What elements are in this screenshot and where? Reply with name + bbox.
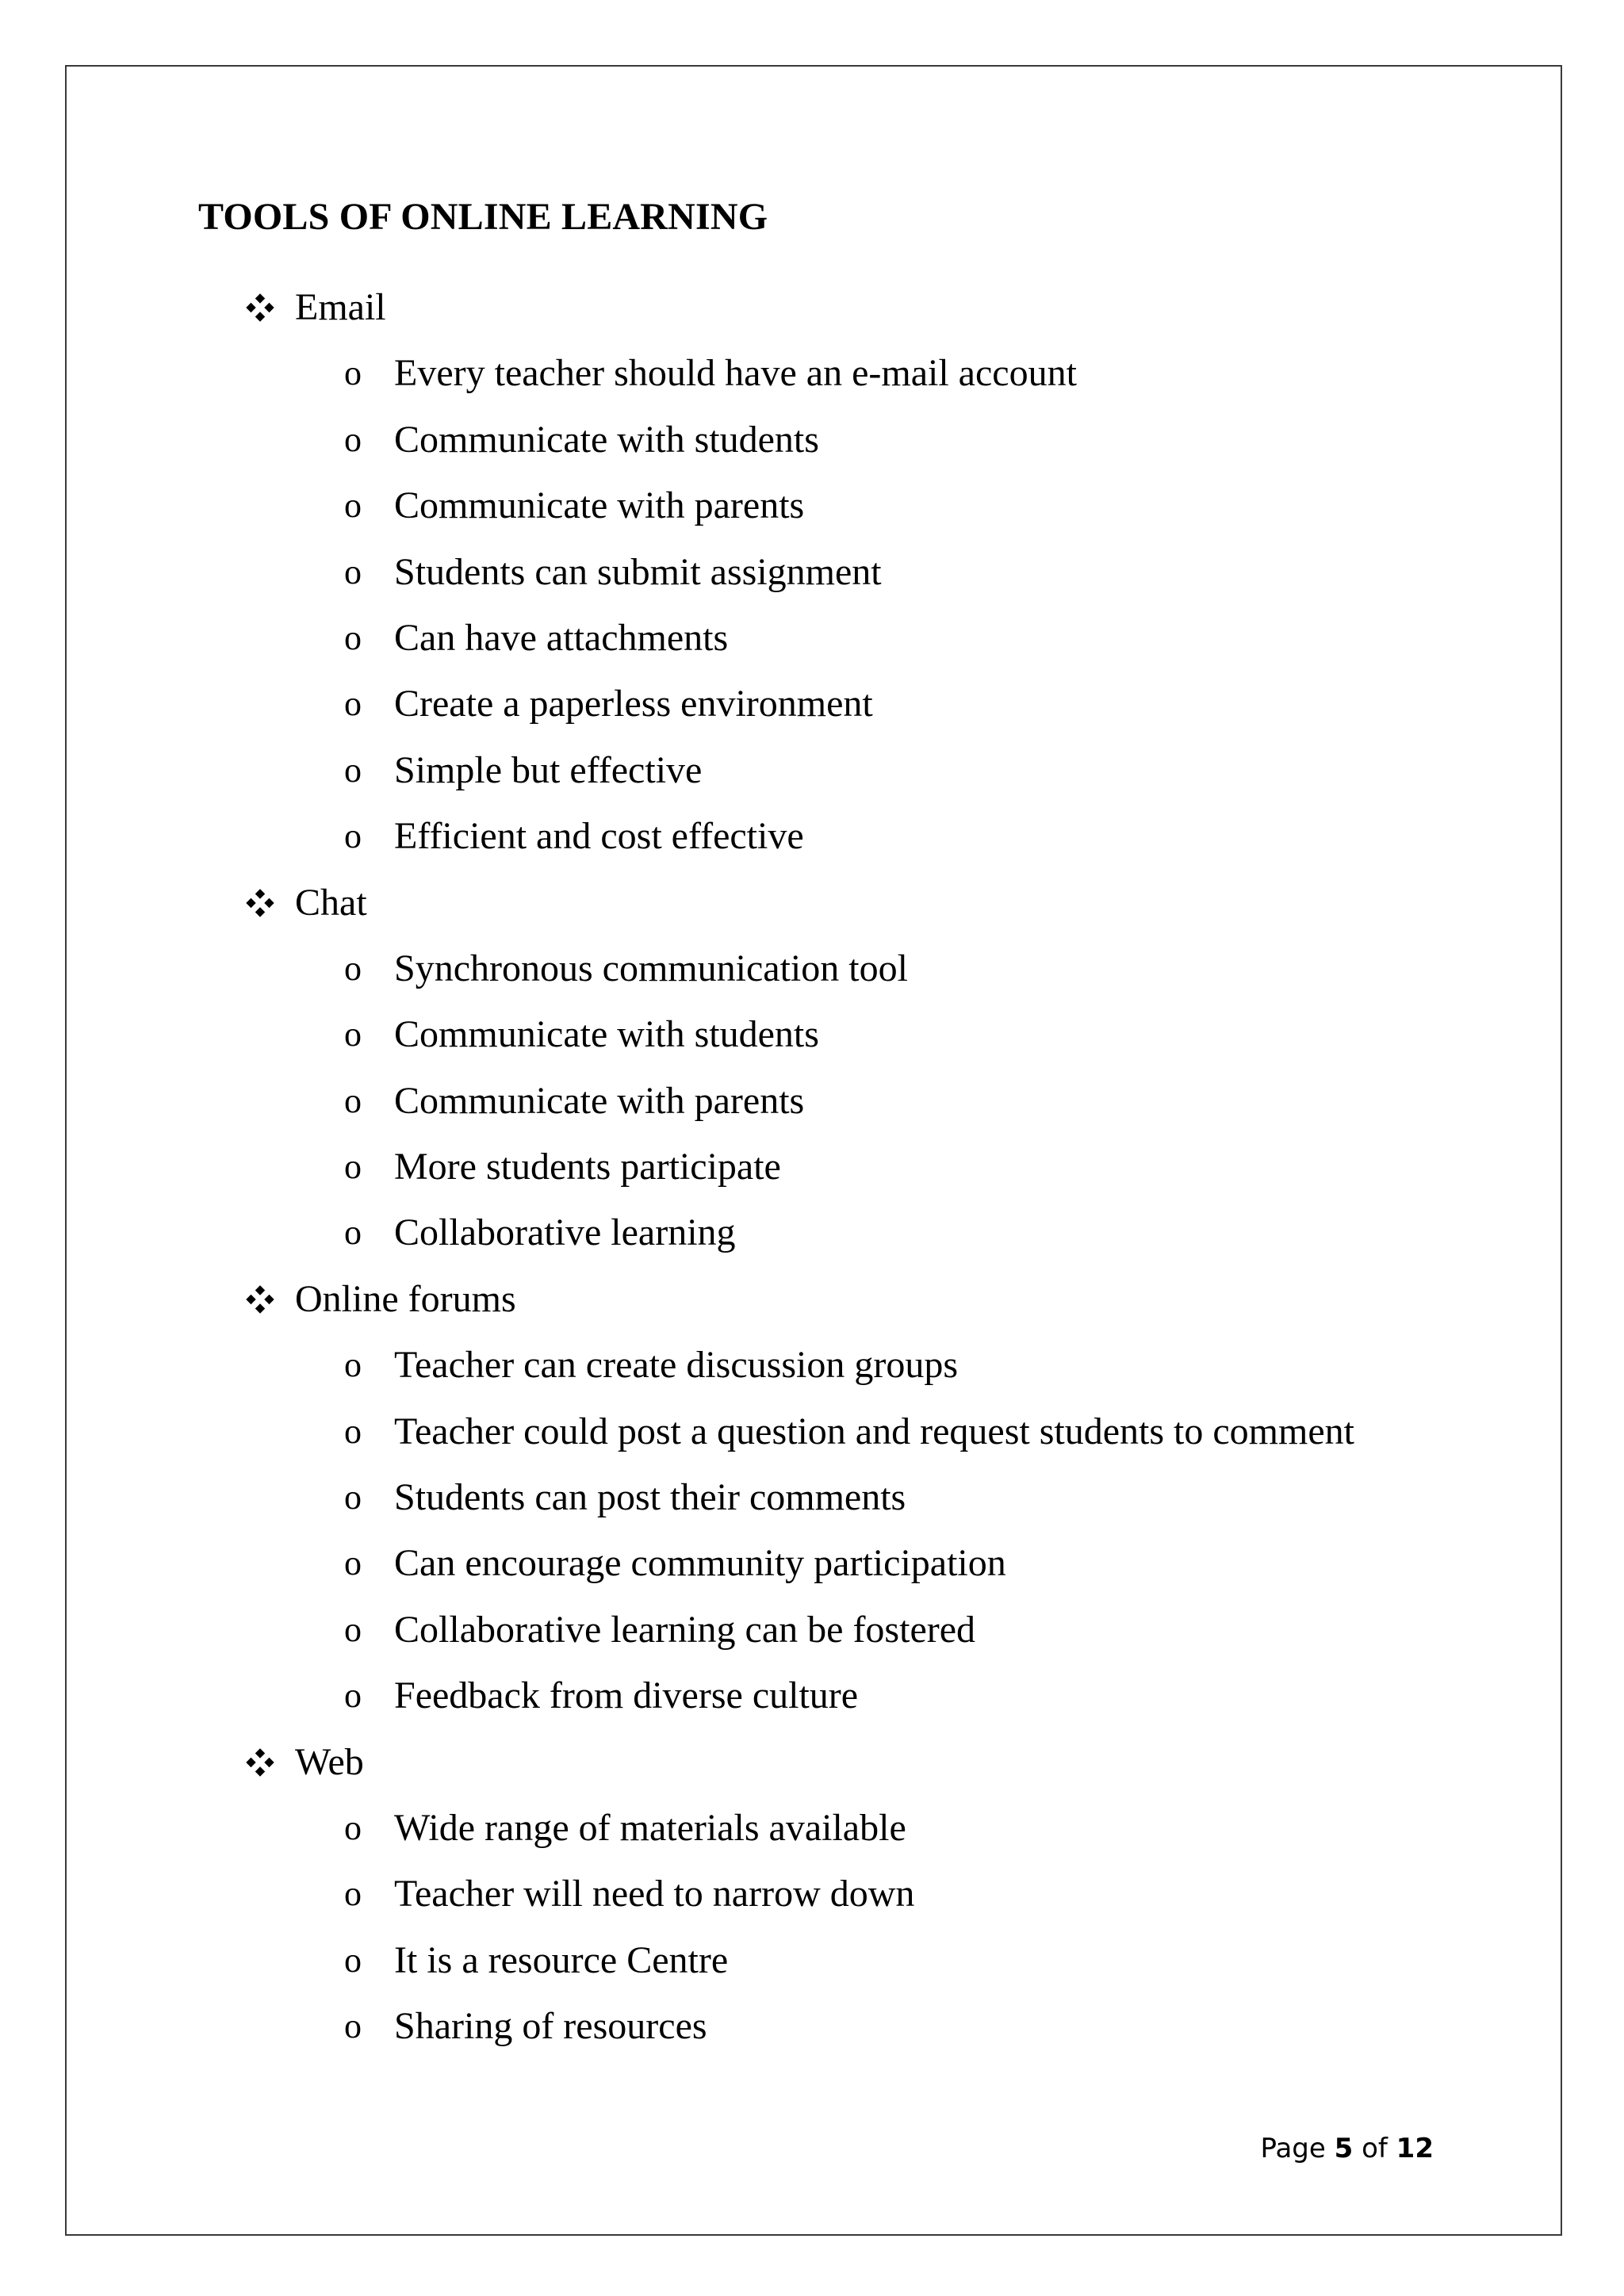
list-item	[0, 813, 1624, 878]
hollow-bullet-marker: o	[344, 948, 362, 988]
hollow-bullet-marker: o	[344, 1609, 362, 1649]
section-heading	[0, 1276, 1624, 1341]
list-item-text: Sharing of resources	[394, 2005, 707, 2048]
list-item	[0, 482, 1624, 548]
list-item-text: Synchronous communication tool	[394, 947, 908, 989]
hollow-bullet-marker: o	[344, 1411, 362, 1451]
hollow-bullet-marker: o	[344, 2007, 362, 2046]
footer-total-pages: 12	[1396, 2133, 1434, 2164]
bullet-list	[0, 1341, 1624, 1738]
hollow-bullet-marker: o	[344, 354, 362, 393]
footer-separator: of	[1362, 2133, 1388, 2164]
list-section	[0, 1276, 1624, 1739]
list-section	[0, 879, 1624, 1276]
hollow-bullet-marker: o	[344, 1147, 362, 1187]
hollow-bullet-marker: o	[344, 1874, 362, 1914]
list-item-text: It is a resource Centre	[394, 1938, 729, 1981]
hollow-bullet-marker: o	[344, 1940, 362, 1980]
four-diamond-bullet-icon	[246, 1748, 274, 1777]
section-label: Chat	[295, 881, 367, 924]
list-item-text: Wide range of materials available	[394, 1806, 906, 1849]
bullet-list	[0, 350, 1624, 878]
hollow-bullet-marker: o	[344, 750, 362, 790]
list-item-text: Communicate with parents	[394, 1079, 805, 1122]
hollow-bullet-marker: o	[344, 1213, 362, 1253]
hollow-bullet-marker: o	[344, 817, 362, 856]
list-item-text: Communicate with parents	[394, 484, 805, 527]
hollow-bullet-marker: o	[344, 1015, 362, 1054]
hollow-bullet-marker: o	[344, 1478, 362, 1517]
list-item-text: Teacher could post a question and request students to comment	[394, 1410, 1354, 1452]
list-item-text: Feedback from diverse culture	[394, 1674, 859, 1717]
list-item-text: Teacher can create discussion groups	[394, 1344, 958, 1387]
list-item	[0, 416, 1624, 482]
list-item-text: Can have attachments	[394, 616, 729, 659]
bullet-list	[0, 1804, 1624, 2069]
hollow-bullet-marker: o	[344, 1081, 362, 1120]
section-label: Web	[295, 1740, 364, 1783]
list-item-text: Create a paperless environment	[394, 683, 873, 725]
four-diamond-bullet-icon	[246, 889, 274, 917]
list-item	[0, 945, 1624, 1011]
page-footer	[1260, 2131, 1434, 2166]
list-item-text: Every teacher should have an e-mail account	[394, 352, 1077, 395]
footer-current-page: 5	[1334, 2133, 1354, 2164]
list-item	[0, 1011, 1624, 1077]
list-item-text: Collaborative learning can be fostered	[394, 1608, 976, 1651]
section-heading	[0, 284, 1624, 350]
list-item	[0, 1804, 1624, 1870]
list-item	[0, 2003, 1624, 2068]
list-item-text: Students can post their comments	[394, 1476, 906, 1519]
list-item	[0, 1408, 1624, 1474]
hollow-bullet-marker: o	[344, 618, 362, 657]
list-item	[0, 614, 1624, 680]
list-item	[0, 1672, 1624, 1738]
list-item	[0, 1606, 1624, 1672]
hollow-bullet-marker: o	[344, 419, 362, 459]
page-title: TOOLS OF ONLINE LEARNING	[198, 196, 768, 238]
list-item	[0, 1143, 1624, 1209]
bullet-list	[0, 945, 1624, 1276]
list-item-text: Simple but effective	[394, 748, 703, 791]
list-item-text: More students participate	[394, 1146, 781, 1188]
list-item	[0, 1937, 1624, 2003]
four-diamond-bullet-icon	[246, 1285, 274, 1314]
section-heading	[0, 879, 1624, 945]
section-label: Online forums	[295, 1277, 516, 1320]
list-item-text: Efficient and cost effective	[394, 815, 804, 858]
footer-page-prefix: Page	[1260, 2133, 1326, 2164]
list-item-text: Communicate with students	[394, 418, 819, 461]
list-section	[0, 284, 1624, 879]
list-item-text: Collaborative learning	[394, 1211, 736, 1254]
hollow-bullet-marker: o	[344, 1544, 362, 1583]
section-label: Email	[295, 286, 386, 328]
list-item-text: Teacher will need to narrow down	[394, 1873, 915, 1915]
list-item-text: Can encourage community participation	[394, 1542, 1006, 1585]
list-item	[0, 1341, 1624, 1407]
list-item-text: Students can submit assignment	[394, 550, 882, 593]
list-item	[0, 549, 1624, 614]
four-diamond-bullet-icon	[246, 293, 274, 322]
section-heading	[0, 1739, 1624, 1804]
hollow-bullet-marker: o	[344, 1676, 362, 1716]
list-section	[0, 1739, 1624, 2069]
list-item	[0, 1540, 1624, 1605]
hollow-bullet-marker: o	[344, 684, 362, 724]
list-item	[0, 1870, 1624, 1936]
hollow-bullet-marker: o	[344, 486, 362, 526]
hollow-bullet-marker: o	[344, 1808, 362, 1847]
list-item	[0, 1209, 1624, 1275]
list-item	[0, 1077, 1624, 1143]
hollow-bullet-marker: o	[344, 1345, 362, 1385]
list-item	[0, 747, 1624, 813]
list-item	[0, 1474, 1624, 1540]
list-item	[0, 680, 1624, 746]
list-item	[0, 350, 1624, 415]
document-body	[0, 284, 1624, 2069]
list-item-text: Communicate with students	[394, 1013, 819, 1056]
hollow-bullet-marker: o	[344, 552, 362, 591]
